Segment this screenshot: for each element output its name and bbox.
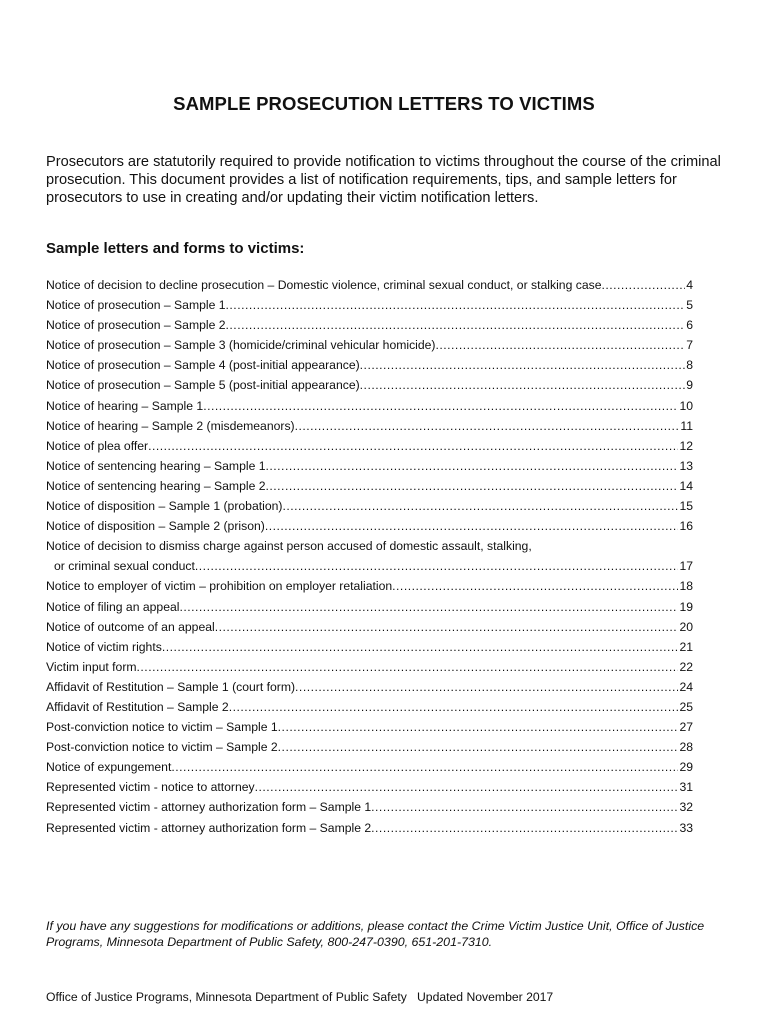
toc-entry xyxy=(46,697,693,717)
toc-entry xyxy=(46,597,693,617)
toc-entry-label: Notice of victim rights xyxy=(46,639,162,654)
toc-entry xyxy=(46,315,693,335)
toc-entry-page: 5 xyxy=(686,298,693,313)
toc-entry xyxy=(46,677,693,697)
toc-leader-dots xyxy=(392,576,678,596)
toc-entry xyxy=(46,657,693,677)
toc-entry-label: Notice of sentencing hearing – Sample 2 xyxy=(46,478,266,493)
toc-entry xyxy=(46,617,693,637)
toc-leader-dots xyxy=(137,657,679,677)
toc-entry-page: 10 xyxy=(679,398,693,413)
toc-entry-page: 4 xyxy=(686,278,693,292)
toc-entry-label: Notice to employer of victim – prohibition on employer retaliation xyxy=(46,579,393,594)
toc-leader-dots xyxy=(203,396,678,416)
page-footer xyxy=(46,990,553,1004)
toc-entry-page: 8 xyxy=(686,358,693,373)
toc-entry-label-continued: or criminal sexual conduct xyxy=(54,559,195,574)
toc-leader-dots xyxy=(601,275,685,295)
toc-entry-label: Affidavit of Restitution – Sample 1 (court form) xyxy=(46,679,296,694)
toc-entry xyxy=(46,757,693,777)
toc-leader-dots xyxy=(266,476,679,496)
toc-entry-label: Notice of hearing – Sample 1 xyxy=(46,398,204,413)
toc-leader-dots xyxy=(148,436,678,456)
toc-entry xyxy=(46,456,693,476)
toc-entry-label: Notice of decision to dismiss charge against person accused of domestic assault, stalking, xyxy=(46,539,532,554)
toc-entry xyxy=(46,818,693,838)
toc-entry-page: 28 xyxy=(679,740,693,755)
toc-entry-page: 33 xyxy=(679,820,693,835)
toc-entry-page: 17 xyxy=(679,559,693,574)
toc-entry-label: Notice of prosecution – Sample 1 xyxy=(46,298,226,313)
toc-leader-dots xyxy=(215,617,679,637)
toc-entry-label: Represented victim - attorney authorization form – Sample 1 xyxy=(46,800,372,815)
toc-entry xyxy=(46,396,693,416)
toc-entry-page: 27 xyxy=(679,720,693,735)
contact-note: If you have any suggestions for modifications or additions, please contact the Crime Victim Justice Unit, Office of Justice Programs, Minnesota Department of Public Safety, 800-247-0390, 651-201-7310. xyxy=(46,919,705,949)
toc-entry xyxy=(46,496,693,516)
toc-entry-page: 14 xyxy=(679,478,693,493)
toc-leader-dots xyxy=(255,777,679,797)
toc-leader-dots xyxy=(226,295,686,315)
toc-entry-label: Notice of disposition – Sample 1 (probation) xyxy=(46,499,283,514)
toc-leader-dots xyxy=(162,637,679,657)
toc-entry-page: 21 xyxy=(679,639,693,654)
page-title: SAMPLE PROSECUTION LETTERS TO VICTIMS xyxy=(173,93,595,114)
toc-entry xyxy=(46,295,693,315)
footer-org: Office of Justice Programs, Minnesota Department of Public Safety xyxy=(46,990,407,1004)
toc-leader-dots xyxy=(282,496,678,516)
toc-entry-page: 11 xyxy=(680,418,693,433)
toc-leader-dots xyxy=(229,697,679,717)
toc-entry-label: Notice of expungement xyxy=(46,760,172,775)
toc-entry-label: Notice of prosecution – Sample 5 (post-initial appearance) xyxy=(46,378,360,393)
toc-entry xyxy=(46,275,693,295)
toc-entry-label: Notice of plea offer xyxy=(46,438,149,453)
toc-entry-page: 25 xyxy=(679,699,693,714)
toc-entry-page: 13 xyxy=(679,458,693,473)
toc-entry-label: Notice of disposition – Sample 2 (prison) xyxy=(46,519,265,534)
toc-entry-page: 31 xyxy=(679,780,693,795)
toc-entry xyxy=(46,436,693,456)
toc-entry xyxy=(46,777,693,797)
toc-entry-label: Post-conviction notice to victim – Sample 2 xyxy=(46,740,278,755)
toc-entry xyxy=(46,335,693,355)
intro-paragraph: Prosecutors are statutorily required to provide notification to victims throughout the course of the criminal prosecution. This document provides a list of notification requirements, tips, and sample letters for prosecutors to use in creating and/or updating their victim notification letters. xyxy=(46,154,721,206)
toc-entry-label: Represented victim - attorney authorization form – Sample 2 xyxy=(46,820,372,835)
toc-entry-label: Victim input form xyxy=(46,659,137,674)
toc-entry xyxy=(46,516,693,536)
toc-leader-dots xyxy=(226,315,686,335)
toc-entry xyxy=(46,717,693,737)
toc-entry-page: 6 xyxy=(686,318,693,333)
toc-entry xyxy=(46,416,693,436)
toc-leader-dots xyxy=(278,717,679,737)
toc-entry-page: 32 xyxy=(679,800,693,815)
section-heading: Sample letters and forms to victims: xyxy=(46,240,305,257)
toc-entry xyxy=(46,355,693,375)
toc-entry-label: Notice of decision to decline prosecution – Domestic violence, criminal sexual conduct, or stalking case xyxy=(46,278,602,292)
toc-entry-page: 20 xyxy=(679,619,693,634)
toc-entry xyxy=(46,536,693,576)
toc-entry-label: Post-conviction notice to victim – Sample 1 xyxy=(46,720,278,735)
toc-leader-dots xyxy=(436,335,686,355)
toc-leader-dots xyxy=(371,818,678,838)
toc-entry xyxy=(46,737,693,757)
toc-entry xyxy=(46,476,693,496)
toc-entry-page: 19 xyxy=(679,599,693,614)
toc-entry-page: 7 xyxy=(686,338,693,353)
table-of-contents xyxy=(46,275,693,838)
toc-entry-page: 24 xyxy=(679,679,693,694)
toc-entry xyxy=(46,637,693,657)
toc-entry-label: Notice of outcome of an appeal xyxy=(46,619,215,634)
toc-entry-page: 15 xyxy=(679,499,693,514)
toc-leader-dots xyxy=(371,797,678,817)
toc-entry-label: Notice of hearing – Sample 2 (misdemeanors) xyxy=(46,418,295,433)
toc-leader-dots xyxy=(195,556,679,576)
toc-leader-dots xyxy=(266,456,679,476)
toc-leader-dots xyxy=(179,597,678,617)
toc-leader-dots xyxy=(278,737,679,757)
toc-entry-page: 18 xyxy=(679,579,693,594)
toc-entry-page: 16 xyxy=(679,519,693,534)
toc-entry-page: 9 xyxy=(686,378,693,393)
toc-leader-dots xyxy=(360,375,686,395)
toc-entry-label: Notice of sentencing hearing – Sample 1 xyxy=(46,458,266,473)
toc-leader-dots xyxy=(360,355,686,375)
toc-entry-label: Notice of prosecution – Sample 4 (post-initial appearance) xyxy=(46,358,360,373)
toc-entry xyxy=(46,375,693,395)
toc-entry-label: Notice of prosecution – Sample 2 xyxy=(46,318,226,333)
toc-entry-page: 29 xyxy=(679,760,693,775)
toc-entry-label: Represented victim - notice to attorney xyxy=(46,780,255,795)
toc-entry-label: Notice of prosecution – Sample 3 (homicide/criminal vehicular homicide) xyxy=(46,338,436,353)
toc-leader-dots xyxy=(295,677,678,697)
toc-leader-dots xyxy=(171,757,678,777)
toc-entry-label: Notice of filing an appeal xyxy=(46,599,180,614)
toc-leader-dots xyxy=(265,516,679,536)
toc-entry-page: 12 xyxy=(679,438,693,453)
toc-entry xyxy=(46,576,693,596)
toc-entry-label: Affidavit of Restitution – Sample 2 xyxy=(46,699,229,714)
toc-entry-page: 22 xyxy=(679,659,693,674)
toc-entry xyxy=(46,797,693,817)
footer-updated: Updated November 2017 xyxy=(417,990,554,1004)
toc-leader-dots xyxy=(295,416,680,436)
